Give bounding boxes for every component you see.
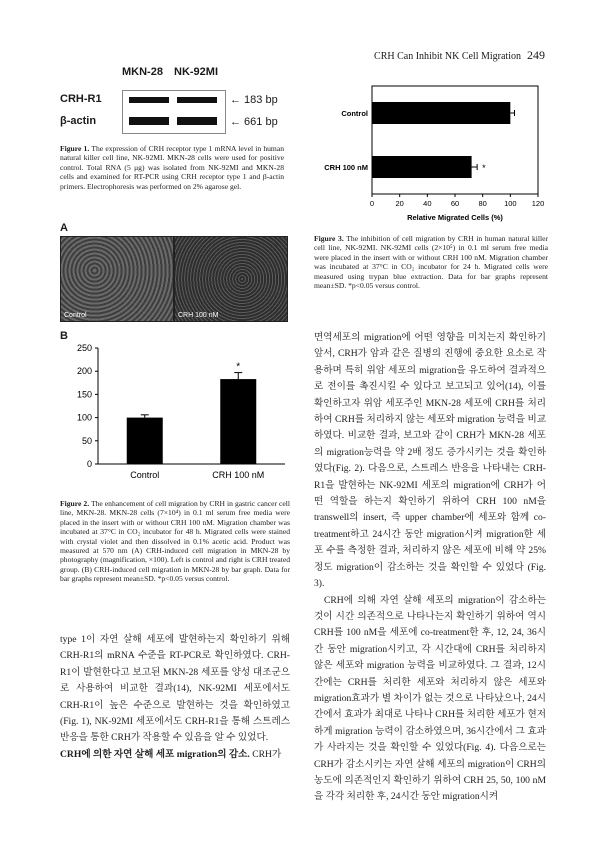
- micrograph-control: [60, 236, 174, 322]
- x-tick-label: 60: [450, 199, 460, 208]
- body-right-paragraph-2: CRH에 의해 자연 살해 세포의 migration이 감소하는 것이 시간 의존적으로 나타나는지 확인하기 위하여 역시 CRH를 100 nM을 세포에 co-treatment한 후, 12, 24, 36시간 동안 migration시키고, 각 시간대에 CRH를 처리하지 않은 세포와 migration 능력을 비교하였다. 그 결과, 12시간에는 CRH를 처리한 세포와 처리하지 않은 세포와 migration효과가 별 차이가 없는 것으로 나타났으나, 24시간에서 효과가 최대로 나타나 CRH를 처리한 세포가 현저하게 migration 능력이 감소하였으며, 36시간에서 그 효과가 사라지는 것을 확인할 수 있었다(Fig. 4). 다음으로는 CRH가 감소시키는 자연 살해 세포의 migration이 CRH의 농도에 의존적인지 확인하기 위하여 CRH 25, 50, 100 nM을 각각 처리한 후, 24시간 동안 migration시켜: [314, 594, 546, 803]
- gel-band: [177, 117, 217, 125]
- bar: [372, 102, 510, 124]
- bar: [220, 379, 256, 464]
- body-right-column: [314, 330, 546, 806]
- body-left-tail: CRH가: [249, 748, 282, 760]
- figure3-caption-label: Figure 3.: [314, 234, 344, 243]
- x-tick-label: 100: [504, 199, 517, 208]
- figure1-caption-text: The expression of CRH receptor type 1 mRNA level in human natural killer cell line, NK-92MI. MKN-28 cells were used for positive control. Total RNA (5 μg) was isolated from NK-92MI and MKN-28 cells and examined for RT-PCR using CRH receptor type 1 and β-actin primers. Electrophoresis was performed on 2% agarose gel.: [60, 144, 285, 191]
- y-tick-label: 200: [76, 366, 92, 377]
- gel-row-label-crh: CRH-R1: [60, 93, 102, 105]
- gel-row-label-actin: β-actin: [60, 115, 97, 127]
- gel-band: [177, 97, 217, 103]
- micrograph-crh-label: CRH 100 nM: [178, 312, 219, 319]
- body-left-column: [60, 632, 290, 763]
- gel-size-661: ← 661 bp: [230, 116, 278, 128]
- body-left-heading-paragraph: [60, 747, 290, 763]
- figure2-caption-label: Figure 2.: [60, 499, 90, 508]
- section-heading: CRH에 의한 자연 살해 세포 migration의 감소.: [60, 748, 250, 760]
- y-category-label: CRH 100 nM: [324, 163, 368, 172]
- x-tick-label: 120: [531, 199, 545, 208]
- figure2-caption: [60, 499, 290, 584]
- running-title: CRH Can Inhibit NK Cell Migration: [374, 51, 521, 62]
- y-tick-label: 100: [76, 412, 92, 423]
- x-category-label: CRH 100 nM: [212, 470, 265, 480]
- x-tick-label: 80: [478, 199, 487, 208]
- figure2b-chart: [60, 340, 290, 490]
- figure1-caption-label: Figure 1.: [60, 144, 90, 153]
- gel-size-183: ← 183 bp: [230, 94, 278, 106]
- gel-image: [122, 90, 226, 134]
- body-left-paragraph: type 1이 자연 살해 세포에 발현하는지 확인하기 위해 CRH-R1의 mRNA 수준을 RT-PCR로 확인하였다. CRH-R1이 발현한다고 보고된 MKN-28 세포를 양성 대조군으로 사용하여 비교한 결과(14), NK-92MI 세포에서도 CRH-R1이 높은 수준으로 발현하는 것을 확인하였고(Fig. 1), NK-92MI 세포에서도 CRH-R1을 통해 스트레스 반응을 통한 CRH가 작용할 수 있음을 알 수 있었다.: [60, 634, 290, 744]
- body-right-paragraph-1: 면역세포의 migration에 어떤 영향을 미치는지 확인하기 앞서, CRH가 암과 같은 질병의 진행에 중요한 요소로 작용하며 특히 위암 세포의 migration을 유도하여 결과적으로 전이를 촉진시킬 수 있다고 보고되고 있어(14), 이를 확인하고자 위암 세포주인 MKN-28 세포에 CRH를 처리하여 CRH를 처리하지 않는 세포와 migration 능력을 비교하였다. 비교한 결과, 보고와 같이 CRH가 MKN-28 세포의 migration능력을 약 2배 정도 증가시키는 것을 확인하였다(Fig. 2). 다음으로, 스트레스 반응을 나타내는 CRH-R1을 발현하는 NK-92MI 세포의 migration에 CRH가 어떤 역할을 하는지 확인하기 위하여 CRH 100 nM을 transwell의 insert, 즉 upper chamber에 세포와 함께 co-treatment하고 24시간 동안 migration시켜 migration한 세포 수를 측정한 결과, 처리하지 않은 세포에 비해 약 25% 정도 migration이 감소하는 것을 확인할 수 있었다 (Fig. 3).: [314, 332, 546, 590]
- y-tick-label: 0: [86, 459, 92, 469]
- y-category-label: Control: [341, 109, 368, 118]
- figure3-caption-text: The inhibition of cell migration by CRH in human natural killer cell line, NK-92MI. NK-92MI cells (2×10⁵) in 0.1 ml serum free media were placed in the insert with or without CRH 100 nM. Migration chamber was incubated at 37°C in CO₂ incubator for 24 h. Migrated cells were measured using trypan blue extraction. Data for bar graphs represent mean±SD. *p<0.05 versus control.: [314, 234, 549, 291]
- x-tick-label: 40: [423, 199, 432, 208]
- micrograph-control-label: Control: [64, 312, 87, 319]
- figure3-chart: [310, 80, 550, 230]
- micrograph-crh: [174, 236, 288, 322]
- figure2-panel-a-label: A: [60, 222, 68, 234]
- gel-lane-label-2: NK-92MI: [174, 66, 219, 78]
- y-tick-label: 50: [81, 435, 92, 446]
- gel-band: [129, 117, 169, 125]
- figure3-caption: [314, 234, 548, 290]
- figure2-panel-b-label: B: [60, 330, 68, 342]
- gel-band: [129, 97, 169, 103]
- significance-mark: *: [236, 361, 241, 373]
- significance-mark: *: [482, 163, 486, 173]
- page-number: 249: [527, 48, 545, 62]
- gel-lane-label-1: MKN-28: [122, 66, 163, 78]
- x-category-label: Control: [130, 470, 160, 480]
- figure2-caption-text: The enhancement of cell migration by CRH in gastric cancer cell line, MKN-28. MKN-28 cells (7×10⁴) in 0.1 ml serum free media were placed in the insert with or without CRH 100 nM. Migration chamber was incubated at 37°C in CO₂ incubator for 48 h. Migrated cells were stained with crystal violet and then dissolved in 0.1% acetic acid. Product was measured at 570 nm (A) CRH-induced cell migration in MKN-28 by photography (magnification, ×100). Left is control and right is CRH treated group. (B) CRH-induced cell migration in MKN-28 by bar graph. Data for bar graphs represent mean±SD. *p<0.05 versus control.: [60, 499, 290, 584]
- y-tick-label: 250: [76, 343, 92, 353]
- y-tick-label: 150: [76, 389, 92, 400]
- x-tick-label: 0: [369, 199, 375, 208]
- figure1-caption: [60, 144, 284, 191]
- bar: [127, 418, 163, 464]
- x-tick-label: 20: [395, 199, 404, 208]
- running-header: [370, 48, 545, 63]
- bar: [372, 156, 472, 178]
- x-axis-label: Relative Migrated Cells (%): [407, 213, 503, 222]
